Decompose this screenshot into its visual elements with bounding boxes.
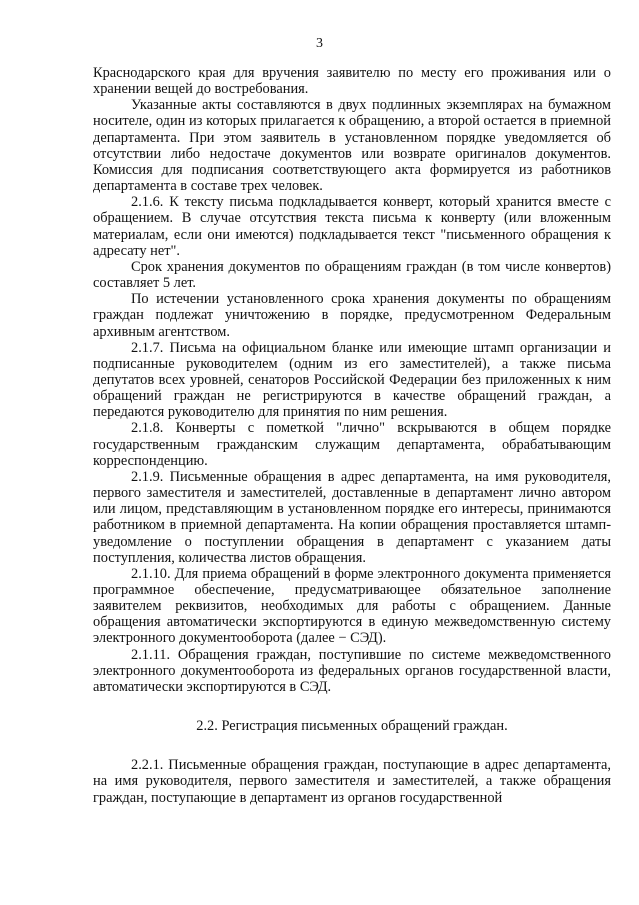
paragraph-2-1-11: 2.1.11. Обращения граждан, поступившие по системе межведомственного электронного документооборота из федеральных органов государственной власти, автоматически экспортируются в СЭД. [93,646,611,695]
page-number: 3 [316,36,323,51]
paragraph-2-1-6: 2.1.6. К тексту письма подкладывается конверт, который хранится вместе с обращением. В случае отсутствия текста письма к конверту (или вложенным материалам, если они имеются) подкладывается текст "письменного обращения к адресату нет". [93,194,611,259]
paragraph-acts: Указанные акты составляются в двух подлинных экземплярах на бумажном носителе, один из которых прилагается к обращению, а второй остается в приемной департамента. При этом заявитель в установленном порядке уведомляется об отсутствии либо недостаче документов или возврате оригиналов документов. Комиссия для подписания соответствующего акта формируется из работников департамента в составе трех человек. [93,97,611,195]
paragraph-destruction: По истечении установленного срока хранения документы по обращениям граждан подлежат уничтожению в порядке, предусмотренном Федеральным архивным агентством. [93,291,611,340]
section-heading: 2.2. Регистрация письменных обращений граждан. [196,718,508,735]
paragraph-2-1-9: 2.1.9. Письменные обращения в адрес департамента, на имя руководителя, первого заместителя и заместителей, доставленные в департамент лично автором или лицом, представляющим в установленном порядке его интересы, принимаются работником в приемной департамента. На копии обращения проставляется штамп-уведомление о поступлении обращения в департамент с указанием даты поступления, количества листов обращения. [93,468,611,566]
paragraph-2-2-1: 2.2.1. Письменные обращения граждан, поступающие в адрес департамента, на имя руководителя, первого заместителя и заместителей, а также обращения граждан, поступающие в департамент из органов государственной [93,757,611,806]
paragraph-2-1-10: 2.1.10. Для приема обращений в форме электронного документа применяется программное обеспечение, предусматривающее обязательное заполнение заявителем реквизитов, необходимых для работы с обращением. Данные обращения автоматически экспортируются в единую межведомственную систему электронного документооборота (далее − СЭД). [93,565,611,647]
document-body [93,65,611,806]
paragraph-continuation: Краснодарского края для вручения заявителю по месту его проживания или о хранении вещей до востребования. [93,65,611,98]
paragraph-2-1-7: 2.1.7. Письма на официальном бланке или имеющие штамп организации и подписанные руководителем (одним из его заместителей), а также письма депутатов всех уровней, сенаторов Российской Федерации без приложенных к ним обращений граждан не регистрируются в качестве обращений граждан, а передаются руководителю для принятия по ним решения. [93,339,611,421]
paragraph-2-1-8: 2.1.8. Конверты с пометкой "лично" вскрываются в общем порядке государственным гражданским служащим департамента, обрабатывающим корреспонденцию. [93,420,611,469]
paragraph-storage-term: Срок хранения документов по обращениям граждан (в том числе конвертов) составляет 5 лет. [93,258,611,292]
